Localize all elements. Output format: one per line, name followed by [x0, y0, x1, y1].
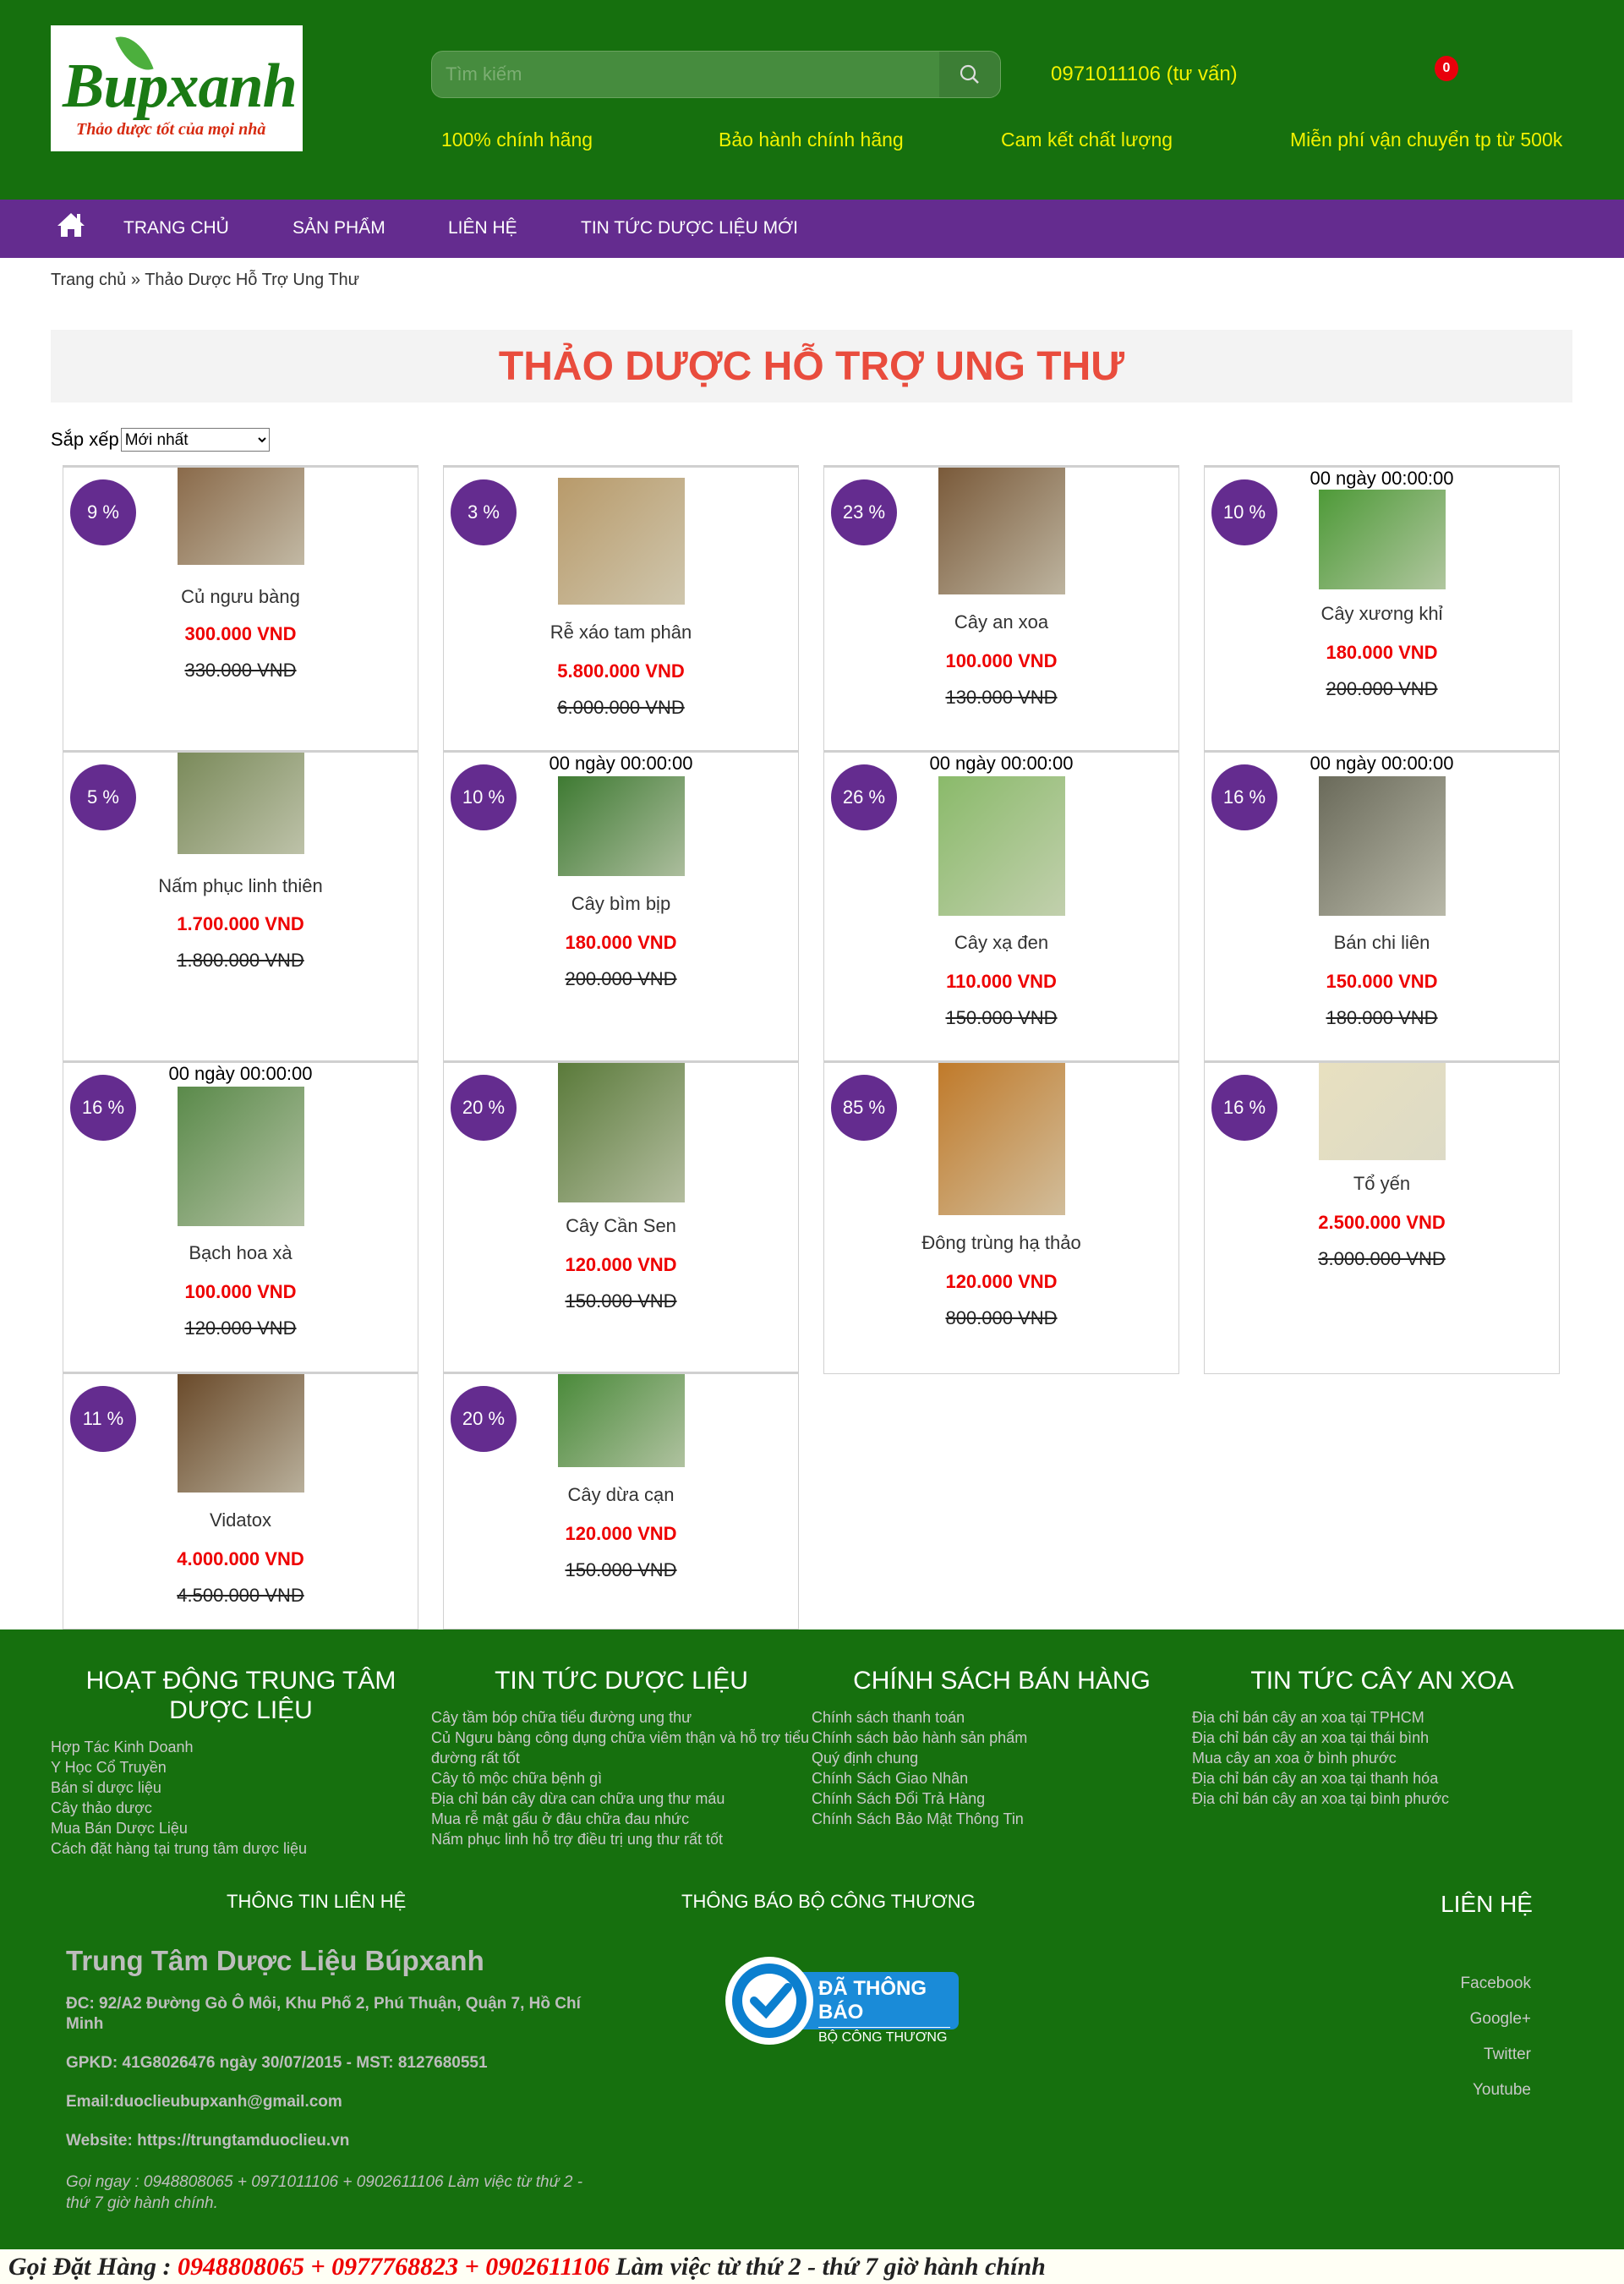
product-card[interactable]: [63, 465, 418, 753]
footer-col-3-links: [812, 1707, 1027, 1829]
product-price: 180.000 VND: [565, 932, 677, 953]
product-name[interactable]: Tổ yến: [1353, 1173, 1411, 1194]
product-image[interactable]: [1319, 1063, 1446, 1160]
product-name[interactable]: Cây xương khỉ: [1321, 603, 1443, 624]
product-old-price: 3.000.000 VND: [1318, 1248, 1446, 1269]
footer-link[interactable]: Mua cây an xoa ở bình phước: [1192, 1750, 1397, 1766]
order-prefix: Gọi Đặt Hàng :: [8, 2253, 178, 2281]
breadcrumb-home[interactable]: Trang chủ: [51, 271, 127, 289]
footer-link[interactable]: Chính Sách Đổi Trả Hàng: [812, 1790, 986, 1807]
product-old-price: 800.000 VND: [945, 1307, 1058, 1328]
product-price: 110.000 VND: [946, 971, 1057, 992]
product-card[interactable]: [63, 1372, 418, 1629]
discount-badge: 10 %: [1211, 479, 1277, 545]
breadcrumb: [51, 271, 359, 290]
footer-link[interactable]: Chính Sách Giao Nhân: [812, 1770, 969, 1787]
nav-home[interactable]: [56, 211, 86, 243]
company-email[interactable]: Email:duoclieubupxanh@gmail.com: [66, 2093, 342, 2111]
product-image[interactable]: [1319, 490, 1446, 589]
discount-badge: 3 %: [451, 479, 517, 545]
product-price: 100.000 VND: [184, 1281, 297, 1302]
product-name[interactable]: Cây dừa cạn: [567, 1484, 675, 1505]
product-old-price: 200.000 VND: [1326, 678, 1438, 699]
product-name[interactable]: Đông trùng hạ thảo: [921, 1232, 1081, 1253]
discount-badge: 11 %: [70, 1386, 136, 1452]
home-icon: [56, 211, 86, 238]
product-image[interactable]: [178, 1374, 304, 1493]
footer-link[interactable]: Địa chỉ bán cây an xoa tại thái bình: [1192, 1729, 1430, 1746]
footer-link[interactable]: Chính sách thanh toán: [812, 1709, 965, 1726]
search-box: [431, 51, 1001, 98]
social-facebook[interactable]: Facebook: [1460, 1975, 1531, 1992]
product-old-price: 180.000 VND: [1326, 1007, 1438, 1028]
product-image[interactable]: [178, 1087, 304, 1226]
product-card[interactable]: [443, 465, 799, 753]
bct-seal-icon: [725, 1957, 813, 2045]
product-name[interactable]: Nấm phục linh thiên: [158, 875, 323, 896]
footer-link[interactable]: Bán sỉ dược liệu: [51, 1779, 161, 1796]
company-address: ĐC: 92/A2 Đường Gò Ô Môi, Khu Phố 2, Phú Thuận, Quận 7, Hồ Chí Minh: [66, 1995, 581, 2033]
sort-control: [51, 428, 270, 452]
product-old-price: 150.000 VND: [945, 1007, 1058, 1028]
discount-badge: 20 %: [451, 1075, 517, 1141]
product-name[interactable]: Cây Cần Sen: [566, 1215, 676, 1236]
product-price: 4.000.000 VND: [177, 1548, 304, 1569]
company-license: GPKD: 41G8026476 ngày 30/07/2015 - MST: 8127680551: [66, 2054, 488, 2072]
breadcrumb-separator: »: [130, 271, 140, 289]
product-image[interactable]: [558, 1374, 685, 1467]
footer-link[interactable]: Củ Ngưu bàng công dụng chữa viêm thận và hỗ trợ tiểu đường rất tốt: [431, 1729, 810, 1766]
product-price: 150.000 VND: [1326, 971, 1438, 992]
product-card[interactable]: [1204, 465, 1560, 753]
product-image[interactable]: [178, 468, 304, 565]
countdown-timer: 00 ngày 00:00:00: [929, 753, 1074, 774]
footer-link[interactable]: Cây tô mộc chữa bệnh gì: [431, 1770, 603, 1787]
footer-link[interactable]: Hợp Tác Kinh Doanh: [51, 1739, 194, 1755]
product-card[interactable]: [823, 1060, 1179, 1374]
product-price: 120.000 VND: [565, 1523, 677, 1544]
category-title-box: [51, 330, 1572, 403]
discount-badge: 23 %: [831, 479, 897, 545]
perk-quality: Cam kết chất lượng: [1001, 129, 1173, 151]
product-price: 2.500.000 VND: [1318, 1212, 1446, 1233]
search-input[interactable]: [432, 52, 939, 97]
product-name[interactable]: Bạch hoa xà: [189, 1242, 293, 1263]
footer-col-4-title: TIN TỨC CÂY AN XOA: [1250, 1667, 1514, 1695]
perk-free-shipping: Miễn phí vận chuyển tp từ 500k: [1290, 129, 1563, 151]
social-heading: LIÊN HỆ: [1441, 1891, 1533, 1917]
nav-item-home[interactable]: TRANG CHỦ: [123, 218, 229, 238]
discount-badge: 16 %: [70, 1075, 136, 1141]
logo-tagline: Thảo dược tốt của mọi nhà: [76, 120, 266, 139]
product-image[interactable]: [1319, 776, 1446, 916]
product-image[interactable]: [178, 753, 304, 854]
product-image[interactable]: [938, 468, 1065, 594]
company-name: Trung Tâm Dược Liệu Búpxanh: [66, 1945, 484, 1976]
discount-badge: 9 %: [70, 479, 136, 545]
product-price: 180.000 VND: [1326, 642, 1438, 663]
footer-col-1-links: [51, 1737, 307, 1859]
product-card[interactable]: [63, 1060, 418, 1374]
product-price: 1.700.000 VND: [177, 913, 304, 934]
product-old-price: 200.000 VND: [565, 968, 677, 989]
product-image[interactable]: [938, 776, 1065, 916]
product-old-price: 130.000 VND: [945, 687, 1058, 708]
cart-count-badge[interactable]: 0: [1435, 56, 1458, 81]
countdown-timer: 00 ngày 00:00:00: [1310, 468, 1454, 489]
perk-warranty: Bảo hành chính hãng: [719, 129, 904, 151]
product-card[interactable]: [823, 750, 1179, 1063]
footer-link[interactable]: Quý định chung: [812, 1750, 919, 1766]
product-name[interactable]: Bán chi liên: [1333, 932, 1430, 953]
footer-link[interactable]: Địa chỉ bán cây an xoa tại thanh hóa: [1192, 1770, 1439, 1787]
main-nav: [0, 200, 1624, 258]
nav-item-contact[interactable]: LIÊN HỆ: [448, 218, 517, 238]
product-old-price: 1.800.000 VND: [177, 950, 304, 971]
footer-link[interactable]: Mua rễ mật gấu ở đâu chữa đau nhức: [431, 1810, 690, 1827]
nav-item-news[interactable]: TIN TỨC DƯỢC LIỆU MỚI: [581, 218, 799, 238]
bct-badge[interactable]: [725, 1957, 959, 2045]
footer-col-1-title: HOẠT ĐỘNG TRUNG TÂM DƯỢC LIỆU: [85, 1667, 396, 1724]
sort-label: Sắp xếp: [51, 429, 119, 450]
footer-link[interactable]: Chính Sách Bảo Mật Thông Tin: [812, 1810, 1024, 1827]
bct-badge-sub: BỘ CÔNG THƯƠNG: [818, 2030, 948, 2045]
footer-link[interactable]: Cách đặt hàng tại trung tâm dược liệu: [51, 1840, 308, 1857]
product-price: 300.000 VND: [184, 623, 297, 644]
countdown-timer: 00 ngày 00:00:00: [1310, 753, 1454, 774]
countdown-timer: 00 ngày 00:00:00: [168, 1063, 313, 1084]
product-old-price: 150.000 VND: [565, 1290, 677, 1312]
page-title: THẢO DƯỢC HỖ TRỢ UNG THƯ: [498, 343, 1125, 389]
product-name[interactable]: Cây an xoa: [954, 611, 1049, 633]
product-price: 120.000 VND: [945, 1271, 1058, 1292]
product-card[interactable]: [443, 750, 799, 1063]
product-old-price: 150.000 VND: [565, 1559, 677, 1580]
footer-link[interactable]: Địa chỉ bán cây dừa can chữa ung thư máu: [431, 1790, 725, 1807]
contact-info-heading: THÔNG TIN LIÊN HỆ: [227, 1891, 407, 1912]
product-card[interactable]: [823, 465, 1179, 753]
search-button[interactable]: [939, 52, 1000, 97]
footer-link[interactable]: Cây tầm bóp chữa tiểu đường ung thư: [431, 1709, 692, 1726]
breadcrumb-current: Thảo Dược Hỗ Trợ Ung Thư: [145, 271, 360, 289]
call-now-text: Gọi ngay : 0948808065 + 0971011106 + 0902611106 Làm việc từ thứ 2 - thứ 7 giờ hành chính.: [66, 2173, 583, 2212]
discount-badge: 16 %: [1211, 764, 1277, 830]
product-name[interactable]: Rễ xáo tam phân: [550, 622, 692, 643]
product-card[interactable]: [443, 1060, 799, 1374]
footer-link[interactable]: Mua Bán Dược Liệu: [51, 1820, 188, 1837]
social-twitter[interactable]: Twitter: [1484, 2046, 1531, 2063]
footer-col-2-links: [431, 1707, 812, 1849]
logo[interactable]: [51, 25, 303, 151]
product-old-price: 6.000.000 VND: [557, 697, 685, 718]
product-old-price: 120.000 VND: [184, 1317, 297, 1339]
product-name[interactable]: Cây xạ đen: [954, 932, 1049, 953]
discount-badge: 26 %: [831, 764, 897, 830]
bct-heading: THÔNG BÁO BỘ CÔNG THƯƠNG: [681, 1891, 976, 1912]
product-card[interactable]: [443, 1372, 799, 1629]
nav-item-products[interactable]: SẢN PHẨM: [293, 218, 385, 238]
order-phones[interactable]: 0948808065 + 0977768823 + 0902611106: [178, 2253, 610, 2281]
product-name[interactable]: Cây bìm bịp: [571, 893, 671, 914]
product-image[interactable]: [558, 1063, 685, 1202]
discount-badge: 16 %: [1211, 1075, 1277, 1141]
footer-link[interactable]: Y Học Cổ Truyền: [51, 1759, 167, 1776]
product-card[interactable]: [1204, 750, 1560, 1063]
footer-col-4-links: [1192, 1707, 1449, 1809]
product-old-price: 4.500.000 VND: [177, 1585, 304, 1606]
footer-col-3-title: CHÍNH SÁCH BÁN HÀNG: [853, 1667, 1151, 1695]
footer-link[interactable]: Nấm phục linh hỗ trợ điều trị ung thư rất tốt: [431, 1831, 724, 1848]
bct-badge-main: ĐÃ THÔNG BÁO: [818, 1977, 927, 2024]
product-card[interactable]: [63, 750, 418, 1063]
discount-badge: 5 %: [70, 764, 136, 830]
search-icon: [959, 63, 981, 85]
order-hotline-bar: [0, 2249, 1624, 2284]
product-price: 120.000 VND: [565, 1254, 677, 1275]
product-price: 5.800.000 VND: [557, 660, 685, 682]
product-price: 100.000 VND: [945, 650, 1058, 671]
logo-brand: Bupxanh: [63, 52, 297, 121]
product-old-price: 330.000 VND: [184, 660, 297, 681]
social-youtube[interactable]: Youtube: [1472, 2081, 1531, 2099]
footer-link[interactable]: Địa chỉ bán cây an xoa tại bình phước: [1192, 1790, 1450, 1807]
perk-authentic: 100% chính hãng: [441, 129, 593, 151]
discount-badge: 20 %: [451, 1386, 517, 1452]
company-website[interactable]: Website: https://trungtamduoclieu.vn: [66, 2132, 350, 2150]
footer-link[interactable]: Chính sách bảo hành sản phẩm: [812, 1729, 1028, 1746]
sort-select[interactable]: [121, 428, 270, 452]
product-name[interactable]: Củ ngưu bàng: [181, 586, 300, 607]
order-suffix: Làm việc từ thứ 2 - thứ 7 giờ hành chính: [609, 2253, 1046, 2281]
product-image[interactable]: [558, 478, 685, 605]
footer-link[interactable]: Cây thảo dược: [51, 1799, 152, 1816]
footer-col-2-title: TIN TỨC DƯỢC LIỆU: [495, 1667, 748, 1695]
discount-badge: 10 %: [451, 764, 517, 830]
product-card[interactable]: [1204, 1060, 1560, 1374]
product-name[interactable]: Vidatox: [210, 1509, 271, 1531]
countdown-timer: 00 ngày 00:00:00: [549, 753, 693, 774]
hotline[interactable]: 0971011106 (tư vấn): [1051, 63, 1238, 85]
site-header: [0, 0, 1624, 200]
social-google-plus[interactable]: Google+: [1469, 2010, 1531, 2028]
product-image[interactable]: [938, 1063, 1065, 1215]
footer-link[interactable]: Địa chỉ bán cây an xoa tại TPHCM: [1192, 1709, 1424, 1726]
product-image[interactable]: [558, 776, 685, 876]
discount-badge: 85 %: [831, 1075, 897, 1141]
